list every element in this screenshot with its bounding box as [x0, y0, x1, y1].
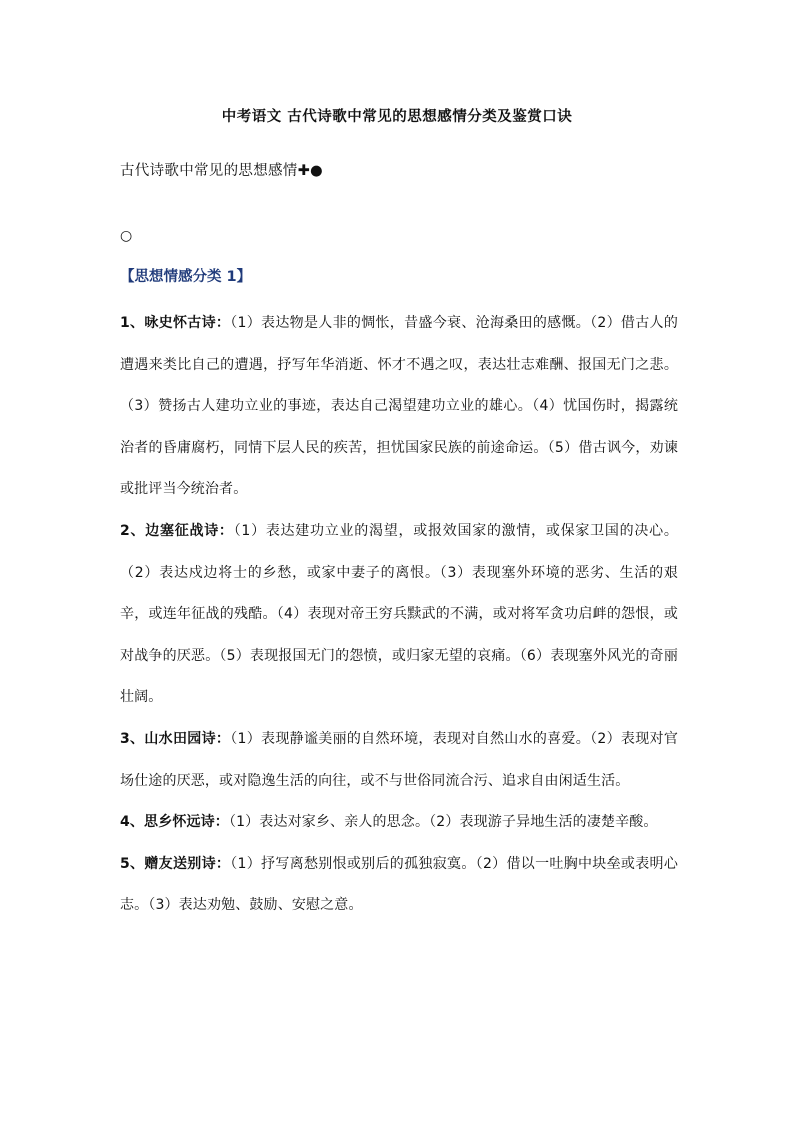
category-text: （1）表现静谧美丽的自然环境，表现对自然山水的喜爱。（2）表现对官场仕途的厌恶，或对隐逸生活的向往，或不与世俗同流合污、追求自由闲适生活。 — [120, 730, 678, 789]
subtitle: 古代诗歌中常见的思想感情✚● — [120, 163, 324, 179]
poem-category-list — [120, 303, 678, 927]
category-text: （1）表达对家乡、亲人的思念。（2）表现游子异地生活的凄楚辛酸。 — [228, 814, 658, 831]
page-title: 中考语文 古代诗歌中常见的思想感情分类及鉴赏口诀 — [221, 109, 573, 125]
category-head: 3、山水田园诗： — [120, 730, 231, 747]
category-text: （1）表达建功立业的渴望，或报效国家的激情，或保家卫国的决心。（2）表达戍边将士的乡愁，或家中妻子的离恨。（3）表现塞外环境的恶劣、生活的艰辛，或连年征战的残酷。（4）表现对帝王穷兵黩武的不满，或对将军贪功启衅的怨恨，或对战争的厌恶。（5）表现报国无门的怨愤，或归家无望的哀痛。（6）表现塞外风光的奇丽壮阔。 — [120, 522, 678, 706]
category-text: （1）表达物是人非的惆怅，昔盛今衰、沧海桑田的感慨。（2）借古人的遭遇来类比自己的遭遇，抒写年华消逝、怀才不遇之叹，表达壮志难酬、报国无门之悲。（3）赞扬古人建功立业的事迹，表达自己渴望建功立业的雄心。（4）忧国伤时，揭露统治者的昏庸腐朽，同情下层人民的疾苦，担忧国家民族的前途命运。（5）借古讽今，劝谏或批评当今统治者。 — [120, 315, 678, 498]
section-heading: 【思想情感分类 1】 — [120, 269, 252, 285]
category-head: 1、咏史怀古诗： — [120, 315, 231, 331]
category-paragraph-2 — [120, 511, 678, 719]
category-paragraph-4 — [120, 802, 678, 844]
category-paragraph-1 — [120, 303, 678, 511]
category-paragraph-3 — [120, 719, 678, 802]
category-text: （1）抒写离愁别恨或别后的孤独寂寞。（2）借以一吐胸中块垒或表明心志。（3）表达劝勉、鼓励、安慰之意。 — [120, 855, 678, 914]
category-paragraph-5 — [120, 844, 678, 927]
circle-mark: ○ — [120, 228, 133, 244]
category-head: 2、边塞征战诗： — [120, 522, 234, 539]
category-head: 4、思乡怀远诗： — [120, 814, 229, 831]
category-head: 5、赠友送别诗： — [120, 855, 231, 872]
